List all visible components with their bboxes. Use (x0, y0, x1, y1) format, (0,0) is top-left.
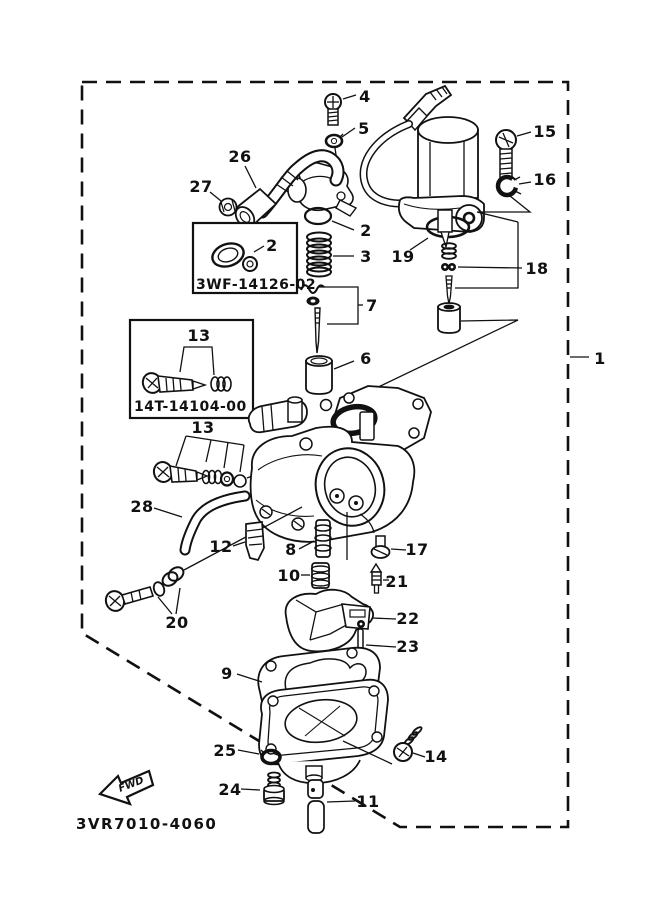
main-jet-10 (312, 563, 330, 588)
inset-part-code-2: 14T-14104-00 (134, 399, 247, 415)
callout-23: 23 (396, 637, 420, 656)
callout-10: 10 (277, 566, 301, 585)
inset-box-gasket (193, 223, 316, 293)
throttle-stop-set-20 (103, 564, 186, 614)
callout-15: 15 (533, 122, 557, 141)
screw-4 (325, 94, 341, 125)
lock-washer-5 (326, 134, 343, 147)
inset-box-needle-valve (130, 320, 253, 418)
fwd-arrow (100, 771, 153, 804)
callout-9: 9 (221, 664, 233, 683)
callout-24: 24 (218, 780, 242, 799)
callout-19: 19 (391, 247, 415, 266)
callout-5: 5 (358, 119, 370, 138)
callout-22: 22 (396, 609, 420, 628)
pilot-screw-set-13 (152, 436, 246, 487)
callout-26: 26 (228, 147, 252, 166)
inset-part-code-1: 3WF-14126-02 (196, 277, 317, 293)
callout-28: 28 (130, 497, 154, 516)
clip-18 (441, 263, 456, 271)
callout-3: 3 (360, 247, 372, 266)
callout-13-inset: 13 (187, 326, 211, 345)
drain-screw-24 (264, 773, 284, 805)
callout-4: 4 (359, 87, 371, 106)
callout-13: 13 (191, 418, 215, 437)
callout-8: 8 (285, 540, 297, 559)
solenoid-wire (364, 124, 409, 203)
needle-jet-6 (306, 356, 332, 394)
callout-16: 16 (533, 170, 557, 189)
starter-needle (446, 276, 452, 304)
callout-18: 18 (525, 259, 549, 278)
callout-21: 21 (385, 572, 409, 591)
e-clip-16 (498, 177, 522, 195)
callout-2-inset: 2 (266, 236, 278, 255)
starter-needle-spring (442, 243, 456, 259)
float-needle-valve-21 (371, 564, 381, 593)
callout-20: 20 (165, 613, 189, 632)
callout-27: 27 (189, 177, 213, 196)
callout-25: 25 (213, 741, 237, 760)
fwd-label: FWD (117, 775, 146, 795)
carburetor-body (249, 386, 431, 542)
callout-7: 7 (366, 296, 378, 315)
spring-3 (307, 233, 331, 277)
starter-jet-cup (438, 303, 460, 333)
plug-screw-17 (372, 536, 390, 558)
jet-needle-set-7 (301, 285, 363, 353)
solenoid-plunger (438, 210, 452, 247)
drawing-number: 3VR7010-4060 (76, 815, 218, 833)
callout-12: 12 (209, 537, 233, 556)
overflow-pipe-11 (308, 780, 324, 833)
callout-14: 14 (424, 747, 448, 766)
callout-11: 11 (356, 792, 380, 811)
float-bowl (259, 680, 388, 783)
callout-6: 6 (360, 349, 372, 368)
callout-2: 2 (360, 221, 372, 240)
callout-1: 1 (594, 349, 606, 368)
bolt-15 (496, 130, 516, 178)
cap-nut-27 (220, 199, 237, 216)
screw-14 (394, 726, 423, 761)
main-nozzle-8 (315, 520, 331, 557)
valve-seat-12 (246, 522, 264, 560)
callout-17: 17 (405, 540, 429, 559)
